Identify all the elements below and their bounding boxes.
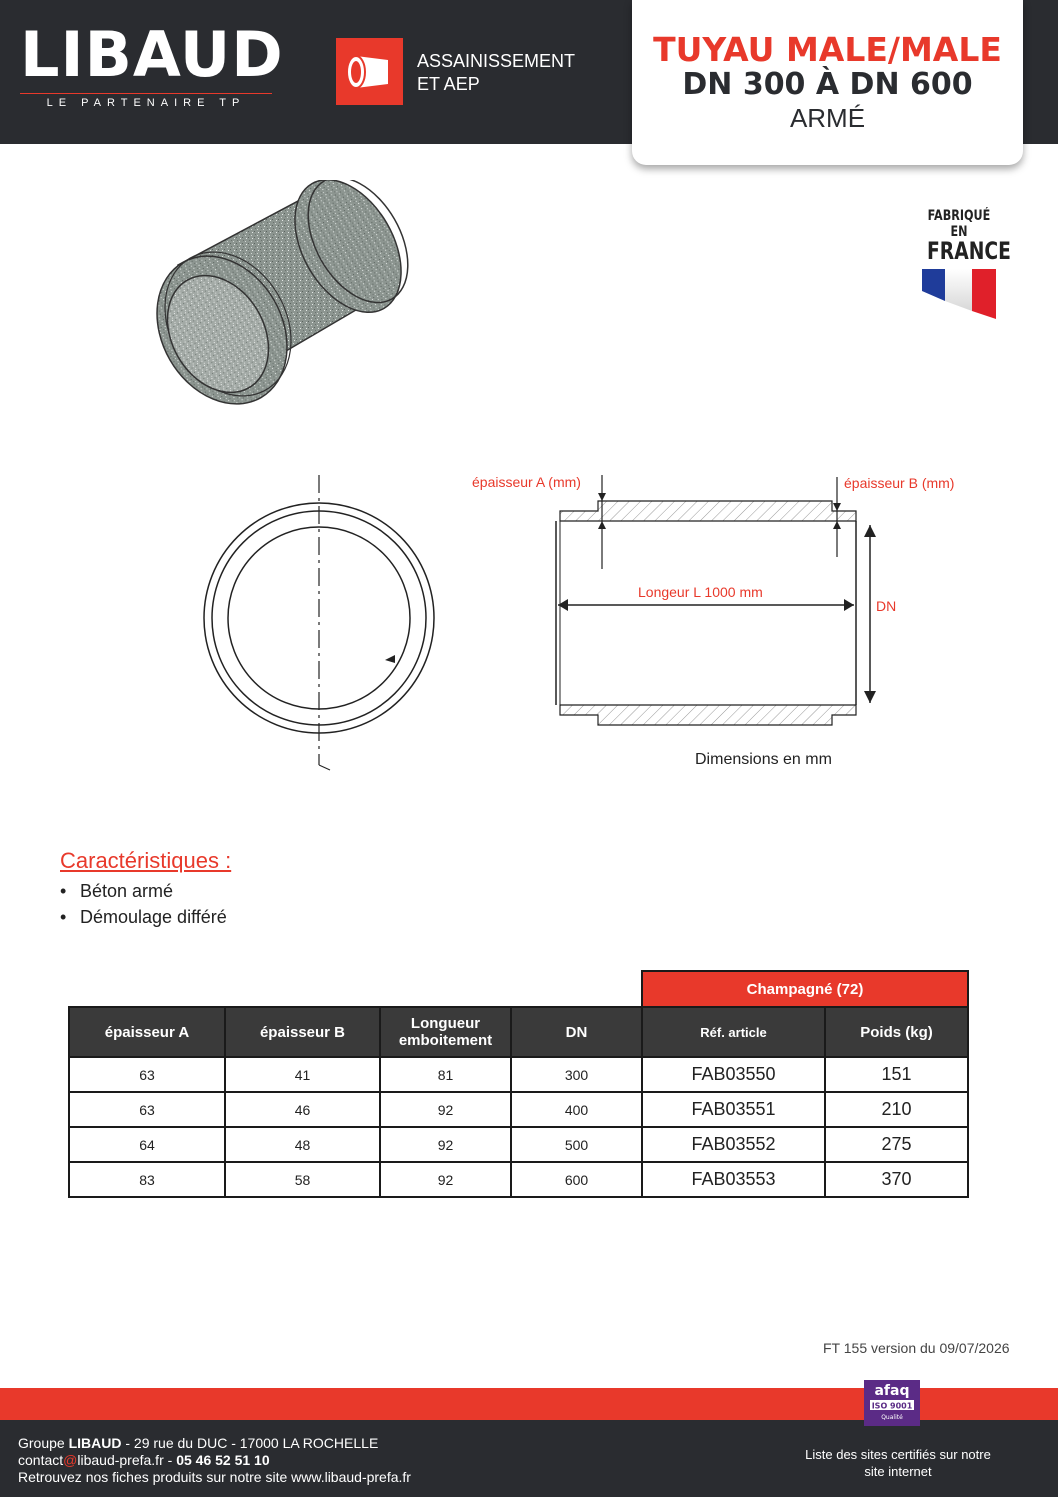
col-header: épaisseur B xyxy=(225,1007,380,1057)
cell: 275 xyxy=(825,1127,968,1162)
site-group-header: Champagné (72) xyxy=(642,971,968,1007)
cell: 63 xyxy=(69,1092,225,1127)
table-row xyxy=(69,1092,968,1127)
pipe-3d-illustration xyxy=(130,180,410,425)
cell: 63 xyxy=(69,1057,225,1092)
product-range: DN 300 À DN 600 xyxy=(682,67,973,102)
list-item: • Béton armé xyxy=(60,878,227,904)
cell: FAB03550 xyxy=(642,1057,825,1092)
cell: 92 xyxy=(380,1127,511,1162)
made-in-france-badge xyxy=(918,208,1011,316)
badge-line-1: FABRIQUÉ EN xyxy=(927,208,991,240)
address: - 29 rue du DUC - 17000 LA ROCHELLE xyxy=(121,1435,379,1451)
logo-wordmark: LIBAUD xyxy=(20,18,284,91)
units-note: Dimensions en mm xyxy=(695,751,832,768)
table-row xyxy=(69,1127,968,1162)
cell: 48 xyxy=(225,1127,380,1162)
iso-label: ISO 9001 xyxy=(871,1401,913,1411)
email-user[interactable]: contact xyxy=(18,1452,64,1468)
footer-address-line xyxy=(18,1435,411,1452)
document-version: FT 155 version du 09/07/2026 xyxy=(823,1340,1010,1356)
cell: FAB03551 xyxy=(642,1092,825,1127)
cell: 64 xyxy=(69,1127,225,1162)
afaq-iso-9001-logo xyxy=(864,1380,920,1426)
cell: 92 xyxy=(380,1092,511,1127)
list-item: • Démoulage différé xyxy=(60,904,227,930)
separator: - xyxy=(163,1452,177,1468)
logo-tagline: LE PARTENAIRE TP xyxy=(20,93,272,109)
pipe-icon xyxy=(336,38,403,105)
cell: 600 xyxy=(511,1162,642,1197)
label-length: Longeur L 1000 mm xyxy=(638,584,763,600)
col-header xyxy=(380,1007,511,1057)
col-header: Réf. article xyxy=(642,1007,825,1057)
cell: 58 xyxy=(225,1162,380,1197)
cell: 370 xyxy=(825,1162,968,1197)
category-line-2: ET AEP xyxy=(417,74,480,94)
email-at[interactable]: @ xyxy=(63,1452,78,1468)
product-title: TUYAU MALE/MALE xyxy=(653,30,1002,69)
footer-contact-line xyxy=(18,1452,411,1469)
cell: 500 xyxy=(511,1127,642,1162)
cell: 400 xyxy=(511,1092,642,1127)
section-view xyxy=(556,475,876,725)
characteristics-list xyxy=(60,878,227,930)
email-domain[interactable]: libaud-prefa.fr xyxy=(77,1452,164,1468)
category-line-1: ASSAINISSEMENT xyxy=(417,51,576,71)
cell: FAB03553 xyxy=(642,1162,825,1197)
certified-sites-note xyxy=(790,1446,1006,1480)
cell: 210 xyxy=(825,1092,968,1127)
characteristics-title: Caractéristiques : xyxy=(60,848,232,873)
cell: 300 xyxy=(511,1057,642,1092)
group-prefix: Groupe xyxy=(18,1435,69,1451)
cell: 81 xyxy=(380,1057,511,1092)
table-row xyxy=(69,1162,968,1197)
cell: 92 xyxy=(380,1162,511,1197)
technical-drawing xyxy=(190,465,910,790)
libaud-logo xyxy=(20,18,284,120)
label-epaisseur-a: épaisseur A (mm) xyxy=(472,474,581,490)
col-header: Poids (kg) xyxy=(825,1007,968,1057)
label-epaisseur-b: épaisseur B (mm) xyxy=(844,475,955,491)
product-variant: ARMÉ xyxy=(789,103,866,133)
certified-line-1: Liste des sites certifiés sur notre xyxy=(805,1447,991,1462)
table-header-row xyxy=(69,1007,968,1057)
col-header-label: Longueur emboitement xyxy=(398,1015,493,1049)
end-view xyxy=(204,475,434,770)
cell: 151 xyxy=(825,1057,968,1092)
certified-line-2: site internet xyxy=(864,1464,932,1479)
cell: FAB03552 xyxy=(642,1127,825,1162)
badge-line-2: FRANCE xyxy=(927,237,1011,265)
cell: 46 xyxy=(225,1092,380,1127)
col-header: DN xyxy=(511,1007,642,1057)
afaq-wordmark: afaq xyxy=(874,1383,910,1399)
group-name: LIBAUD xyxy=(68,1435,122,1451)
french-flag-icon xyxy=(918,267,1000,327)
footer-website-line[interactable]: Retrouvez nos fiches produits sur notre site www.libaud-prefa.fr xyxy=(18,1469,411,1485)
table-row xyxy=(69,1057,968,1092)
label-dn: DN xyxy=(876,598,897,614)
footer-contact xyxy=(18,1435,411,1486)
category-label xyxy=(417,50,575,96)
cell: 41 xyxy=(225,1057,380,1092)
quality-label: Qualité xyxy=(881,1414,903,1421)
cell: 83 xyxy=(69,1162,225,1197)
title-card xyxy=(632,0,1023,165)
phone-number[interactable]: 05 46 52 51 10 xyxy=(176,1452,270,1468)
page-footer xyxy=(0,1420,1058,1497)
product-table xyxy=(68,970,969,1198)
col-header: épaisseur A xyxy=(69,1007,225,1057)
